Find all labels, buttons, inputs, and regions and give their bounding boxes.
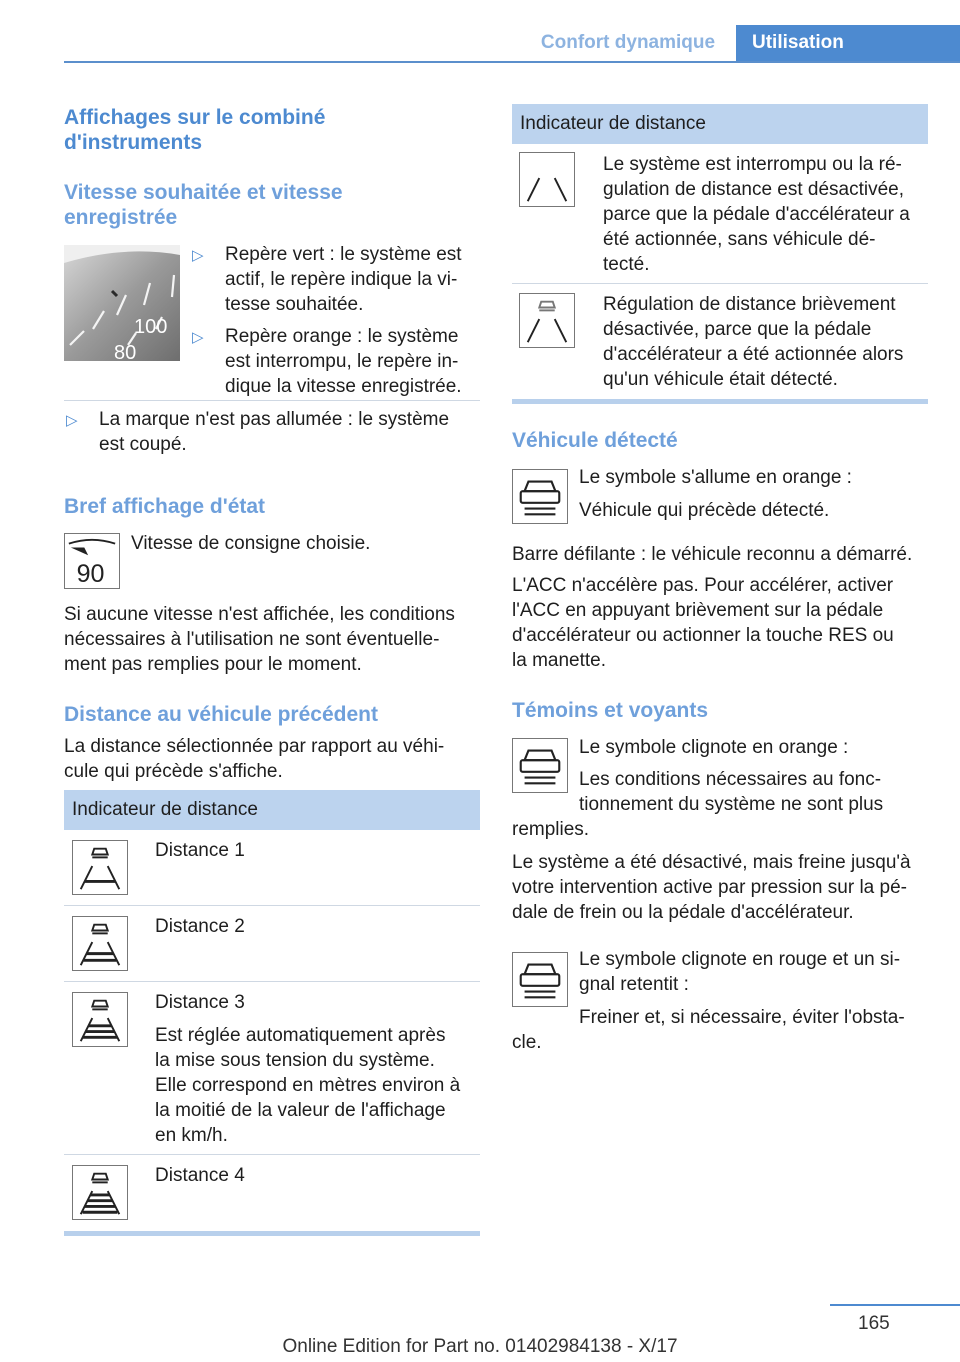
table-end-bar [64, 1231, 480, 1236]
vehicle-heading: Véhicule détecté [512, 429, 678, 452]
vehicle-warning-orange-icon [512, 738, 568, 793]
footer-rule [830, 1304, 960, 1306]
speedo-label-100: 100 [134, 316, 168, 338]
distance-paragraph: La distance sélectionnée par rapport au véhi- cule qui précède s'affiche. [64, 736, 445, 782]
distance-4-icon [72, 1165, 128, 1220]
distance-briefly-off-text: Régulation de distance brièvement désactivée, parce que la pédale d'accélérateur a été actionnée alors qu'un véhicule était détecté. [603, 294, 904, 390]
bullet-icon: ▷ [66, 412, 78, 429]
distance-2-label: Distance 2 [155, 916, 245, 937]
warning-heading: Témoins et voyants [512, 699, 709, 722]
bullet-green-text: Repère vert : le système est actif, le repère indique la vi- tesse souhaitée. [225, 244, 462, 315]
set-speed-value: 90 [76, 560, 105, 588]
status-heading: Bref affichage d'état [64, 495, 266, 518]
bullet-icon: ▷ [192, 329, 204, 346]
vehicle-text-1: Le symbole s'allume en orange : [579, 467, 852, 488]
divider [64, 981, 480, 982]
edition-text: Online Edition for Part no. 01402984138 - X/17 [282, 1336, 678, 1357]
warning-2-text-2: Freiner et, si nécessaire, éviter l'obsta- [579, 1007, 905, 1028]
distance-1-label: Distance 1 [155, 840, 245, 861]
divider [64, 1154, 480, 1155]
bullet-orange-text: Repère orange : le système est interrompu, le repère in- dique la vitesse enregistrée. [225, 326, 462, 397]
set-speed-icon [64, 533, 120, 589]
header-section-tab[interactable]: Confort dynamique [540, 32, 716, 53]
speed-heading: Vitesse souhaitée et vitesse enregistrée [64, 181, 343, 229]
distance-2-icon [72, 916, 128, 971]
warning-2-text-1: Le symbole clignote en rouge et un si- gnal retentit : [579, 949, 901, 995]
left-table-header: Indicateur de distance [64, 790, 480, 830]
distance-briefly-off-icon [519, 293, 575, 348]
warning-2-text-3: cle. [512, 1032, 542, 1053]
distance-1-icon [72, 840, 128, 895]
right-table-header: Indicateur de distance [512, 104, 928, 144]
divider [512, 283, 928, 284]
warning-1-paragraph: Le système a été désactivé, mais freine jusqu'à votre intervention active par pression sur la pé- dale de frein ou la pédale d'accélérateur. [512, 852, 911, 923]
divider [64, 400, 480, 401]
vehicle-text-2: Véhicule qui précède détecté. [579, 500, 830, 521]
distance-3-label: Distance 3 [155, 992, 245, 1013]
bullet-icon: ▷ [192, 247, 204, 264]
scroll-bar-text: Barre défilante : le véhicule reconnu a démarré. [512, 544, 913, 565]
page-number: 165 [858, 1313, 890, 1334]
table-end-bar [512, 399, 928, 404]
system-interrupted-text: Le système est interrompu ou la ré- gulation de distance est désactivée, parce que la pédale d'accélérateur a été actionnée, sans véhicule dé- tecté. [603, 154, 910, 275]
acc-paragraph: L'ACC n'accélère pas. Pour accélérer, activer l'ACC en appuyant brièvement sur la pédale d'accélérateur ou actionner la touche RES ou la manette. [512, 575, 894, 671]
distance-4-label: Distance 4 [155, 1165, 245, 1186]
status-text: Vitesse de consigne choisie. [131, 533, 371, 554]
status-paragraph: Si aucune vitesse n'est affichée, les conditions nécessaires à l'utilisation ne sont éventuelle- ment pas remplies pour le moment. [64, 604, 455, 675]
warning-1-text-2: Les conditions nécessaires au fonc- tionnement du système ne sont plus [579, 769, 884, 815]
speedo-label-80: 80 [114, 342, 137, 361]
warning-1-text-1: Le symbole clignote en orange : [579, 737, 849, 758]
distance-3-description: Est réglée automatiquement après la mise sous tension du système. Elle correspond en mètres environ à la moitié de la valeur de l'affichage en km/h. [155, 1025, 461, 1146]
bullet-off-text: La marque n'est pas allumée : le système est coupé. [99, 409, 450, 455]
divider [64, 905, 480, 906]
vehicle-detected-icon [512, 469, 568, 524]
speedometer-image [64, 245, 180, 361]
warning-1-text-3: remplies. [512, 819, 590, 840]
vehicle-warning-red-icon [512, 952, 568, 1007]
distance-heading: Distance au véhicule précédent [64, 703, 378, 726]
page-title: Affichages sur le combiné d'instruments [64, 106, 326, 154]
header-chapter-tab[interactable]: Utilisation [736, 25, 960, 61]
header-rule [64, 61, 960, 63]
system-interrupted-icon [519, 152, 575, 207]
distance-3-icon [72, 992, 128, 1047]
